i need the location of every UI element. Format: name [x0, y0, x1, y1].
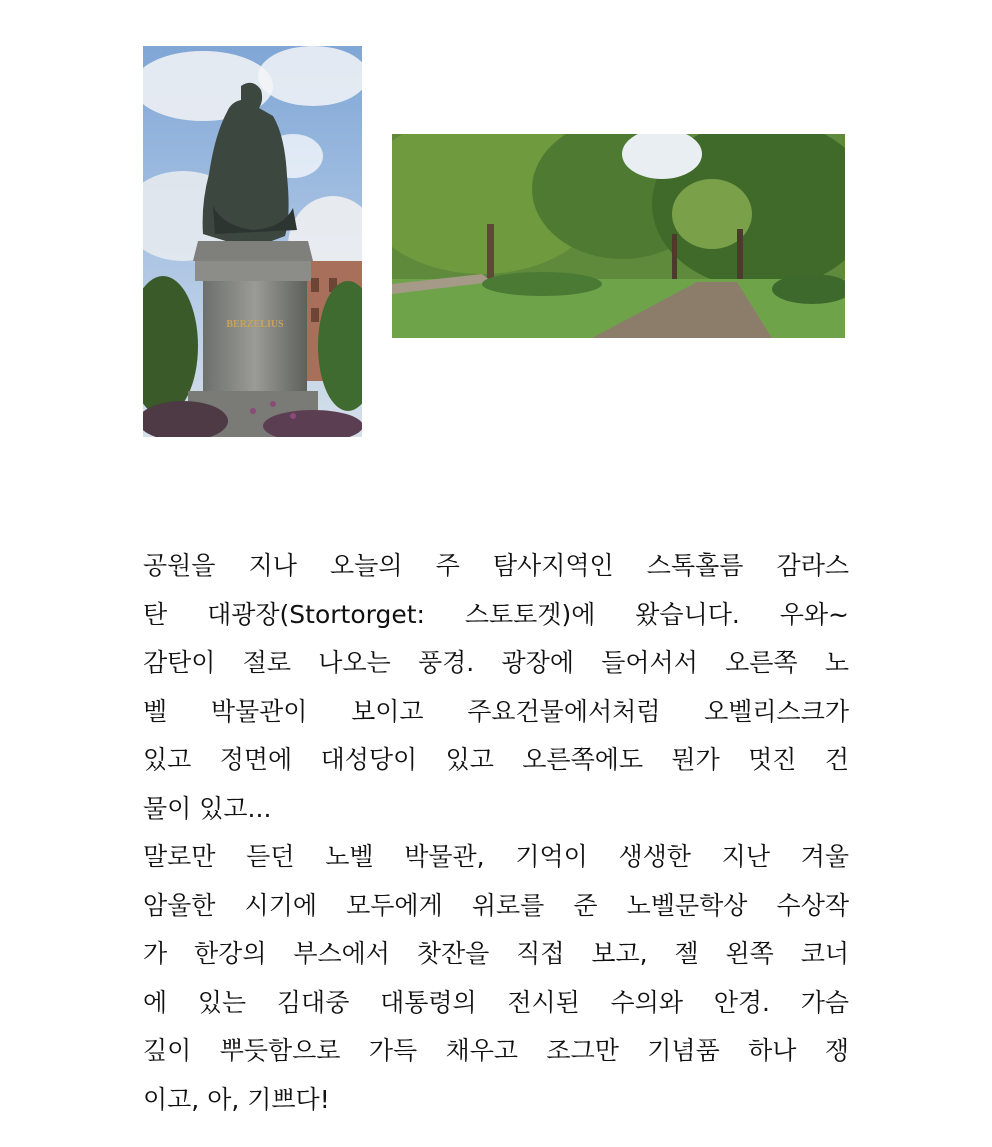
text-line: 에 있는 김대중 대통령의 전시된 수의와 안경. 가슴	[143, 987, 849, 1017]
text-line: 있고 정면에 대성당이 있고 오른쪽에도 뭔가 멋진 건	[143, 745, 849, 774]
statue-photo	[143, 46, 362, 437]
text-line: 깊이 뿌듯함으로 가득 채우고 조그만 기념품 하나 쟁	[143, 1036, 849, 1065]
text-line: 벨 박물관이 보이고 주요건물에서처럼 오벨리스크가	[143, 696, 849, 726]
text-line: 탄 대광장(Stortorget: 스토토겟)에 왔습니다. 우와~	[143, 599, 849, 629]
plinth-inscription: BERZELIUS	[226, 319, 284, 330]
text-line: 이고, 아, 기쁘다!	[143, 1084, 330, 1114]
text-line: 공원을 지나 오늘의 주 탐사지역인 스톡홀름 감라스	[143, 551, 849, 580]
park-photo	[392, 134, 845, 338]
text-line: 가 한강의 부스에서 찻잔을 직접 보고, 젤 왼쪽 코너	[143, 939, 849, 968]
text-line: 물이 있고...	[143, 793, 272, 823]
text-line: 감탄이 절로 나오는 풍경. 광장에 들어서서 오른쪽 노	[143, 648, 849, 677]
statue-photo-image	[143, 46, 362, 437]
text-line: 암울한 시기에 모두에게 위로를 준 노벨문학상 수상작	[143, 890, 849, 920]
body-paragraph	[143, 542, 849, 1124]
park-photo-image	[392, 134, 845, 338]
text-line: 말로만 듣던 노벨 박물관, 기억이 생생한 지난 겨울	[143, 842, 849, 871]
